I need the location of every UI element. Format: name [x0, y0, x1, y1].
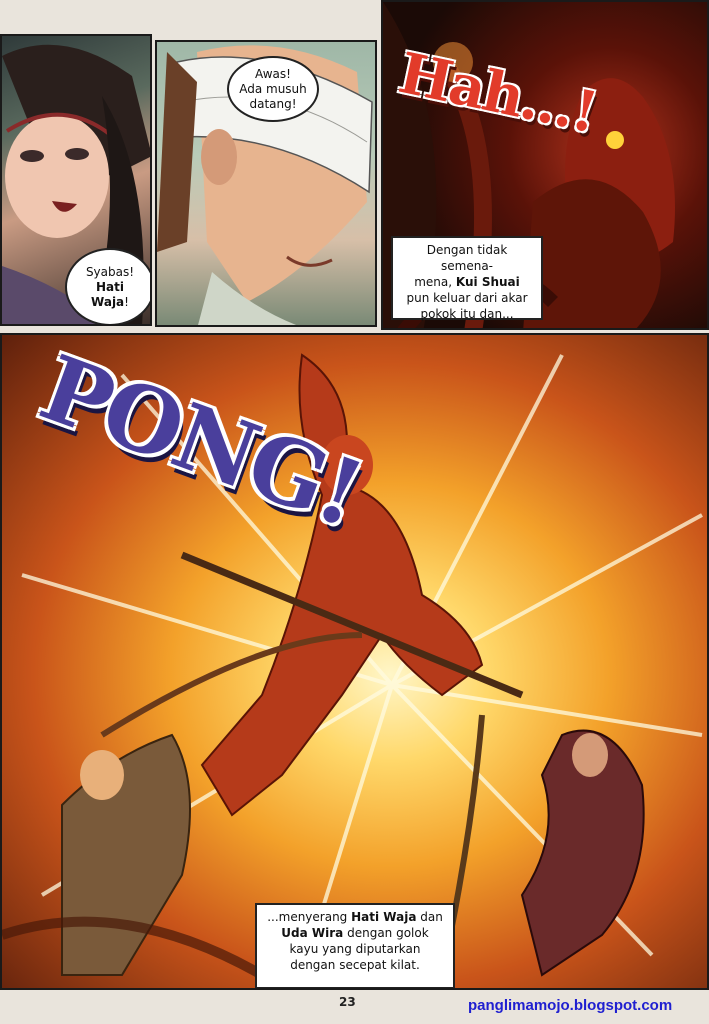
bubble-line: datang! — [249, 96, 297, 111]
bubble-name: Hati — [96, 279, 124, 294]
bubble-punct: ! — [124, 294, 129, 309]
caption-line: pun keluar dari akar — [406, 291, 528, 305]
panel-1 — [0, 34, 152, 326]
watermark-link[interactable]: panglimamojo.blogspot.com — [468, 997, 673, 1014]
bubble-line: Ada musuh — [239, 81, 307, 96]
caption-text: dengan golok — [343, 926, 429, 940]
bubble-line: Awas! — [255, 66, 291, 81]
caption-line: kayu yang diputarkan — [289, 942, 421, 956]
caption-text: ...menyerang — [267, 910, 352, 924]
caption-line: pokok itu dan... — [420, 307, 514, 321]
caption-attack — [255, 903, 455, 989]
bubble-line: Syabas! — [85, 264, 135, 279]
caption-name: Kui Shuai — [455, 275, 520, 289]
caption-text: dan — [416, 910, 443, 924]
panel-2 — [155, 40, 377, 327]
speech-bubble-syabas — [65, 248, 152, 326]
panel-3 — [381, 0, 709, 330]
caption-name: Hati Waja — [351, 910, 417, 924]
caption-text: mena, — [414, 275, 456, 289]
caption-line — [263, 925, 447, 941]
caption-line: Dengan tidak semena- — [426, 243, 508, 273]
speech-bubble-awas — [227, 56, 319, 122]
sound-effect-pong: PONG! — [27, 335, 374, 548]
caption-line — [399, 274, 535, 290]
page-number: 23 — [339, 995, 356, 1009]
bubble-line — [91, 295, 129, 310]
sound-effect-hah: Hah...! — [393, 40, 602, 146]
panel-4 — [0, 333, 709, 990]
caption-line: dengan secepat kilat. — [290, 958, 420, 972]
caption-name: Uda Wira — [281, 926, 344, 940]
caption-line — [263, 909, 447, 925]
caption-kui-shuai — [391, 236, 543, 320]
bubble-name: Waja — [91, 294, 125, 309]
